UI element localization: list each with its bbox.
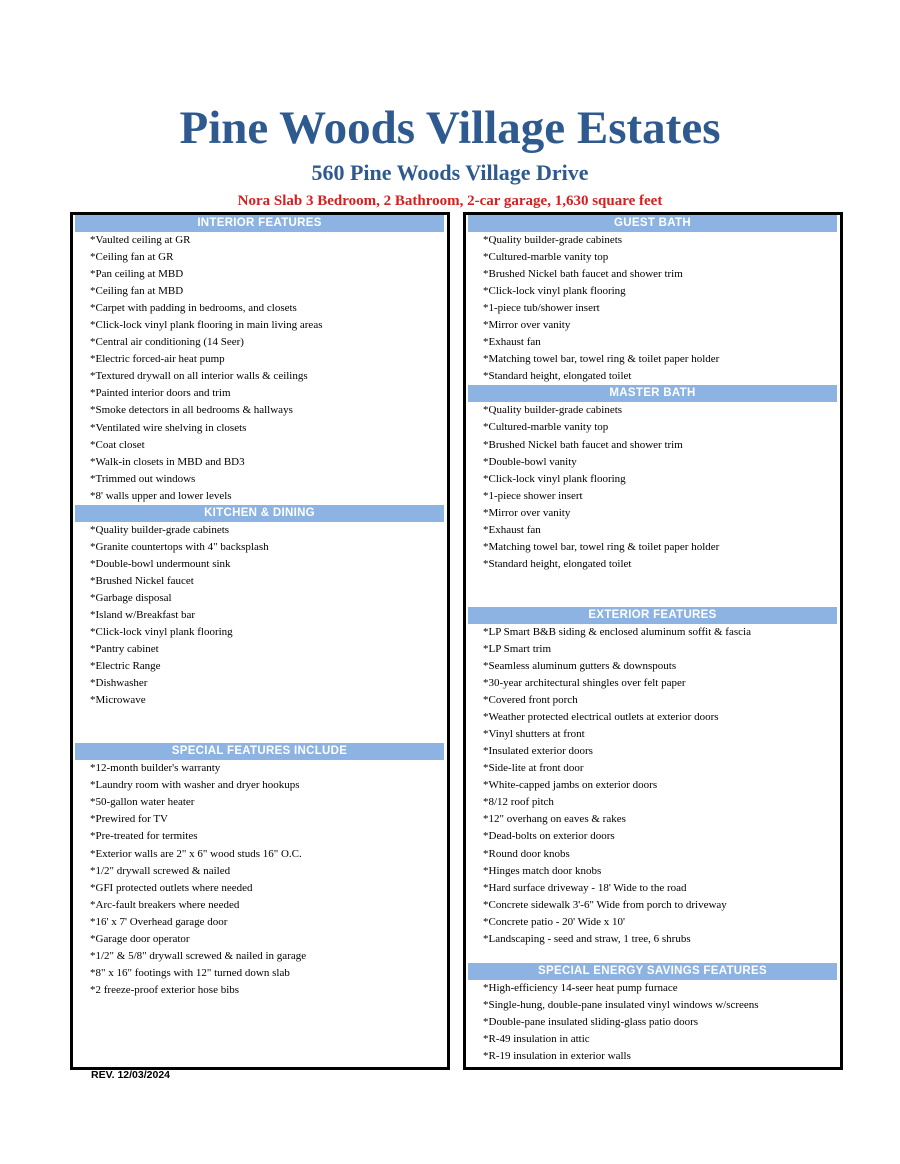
feature-item: *Pan ceiling at MBD: [90, 268, 184, 281]
feature-item: *Hinges match door knobs: [483, 864, 602, 877]
feature-item: *8/12 roof pitch: [483, 796, 554, 809]
feature-item: *Click-lock vinyl plank flooring in main living areas: [90, 319, 323, 332]
feature-item: *Seamless aluminum gutters & downspouts: [483, 659, 677, 672]
feature-item: *Cultured-marble vanity top: [483, 251, 609, 264]
feature-item: *Mirror over vanity: [483, 319, 571, 332]
spacer: [466, 573, 840, 607]
feature-item: *Ventilated wire shelving in closets: [90, 421, 247, 434]
feature-item: *Brushed Nickel bath faucet and shower trim: [483, 268, 683, 281]
feature-item: *Central air conditioning (14 Seer): [90, 336, 244, 349]
feature-item: *Electric forced-air heat pump: [90, 353, 225, 366]
feature-item: *Vinyl shutters at front: [483, 728, 585, 741]
feature-item: *Microwave: [90, 694, 146, 707]
feature-item: *Brushed Nickel faucet: [90, 574, 194, 587]
master-bath-header: MASTER BATH: [468, 385, 837, 402]
feature-item: *12-month builder's warranty: [90, 762, 221, 775]
feature-item: *Standard height, elongated toilet: [483, 557, 632, 570]
feature-item: *Electric Range: [90, 660, 161, 673]
special-features-header: SPECIAL FEATURES INCLUDE: [75, 743, 444, 760]
feature-item: *Mirror over vanity: [483, 506, 571, 519]
feature-item: *Exhaust fan: [483, 523, 541, 536]
feature-item: *50-gallon water heater: [90, 796, 195, 809]
feature-item: *Coat closet: [90, 438, 145, 451]
spacer: [466, 948, 840, 963]
interior-features-list: [73, 232, 447, 505]
feature-item: *Matching towel bar, towel ring & toilet paper holder: [483, 353, 720, 366]
feature-item: *1-piece shower insert: [483, 489, 583, 502]
revision-date: REV. 12/03/2024: [91, 1069, 171, 1081]
feature-item: *Double-bowl vanity: [483, 455, 577, 468]
feature-item: *Landscaping - seed and straw, 1 tree, 6 shrubs: [483, 932, 691, 945]
feature-item: *Smoke detectors in all bedrooms & hallways: [90, 404, 293, 417]
exterior-features-list: [466, 624, 840, 948]
feature-item: *Quality builder-grade cabinets: [90, 523, 230, 536]
feature-item: *2 freeze-proof exterior hose bibs: [90, 983, 240, 996]
feature-item: *Dishwasher: [90, 677, 148, 690]
feature-item: *Cultured-marble vanity top: [483, 421, 609, 434]
feature-item: *Vaulted ceiling at GR: [90, 234, 191, 246]
feature-item: *Trimmed out windows: [90, 472, 196, 485]
feature-item: *Round door knobs: [483, 847, 570, 860]
feature-item: *Dead-bolts on exterior doors: [483, 830, 615, 843]
feature-item: *Prewired for TV: [90, 813, 168, 826]
feature-item: *Single-hung, double-pane insulated vinyl windows w/screens: [483, 998, 759, 1011]
feature-item: *Pre-treated for termites: [90, 830, 198, 843]
kitchen-dining-list: [73, 522, 447, 710]
feature-item: *Exterior walls are 2" x 6" wood studs 16" O.C.: [90, 847, 302, 860]
feature-item: *Ceiling fan at GR: [90, 251, 174, 264]
energy-features-header: SPECIAL ENERGY SAVINGS FEATURES: [468, 963, 837, 980]
feature-item: *Painted interior doors and trim: [90, 387, 231, 400]
feature-item: *GFI protected outlets where needed: [90, 881, 253, 894]
guest-bath-header: GUEST BATH: [468, 215, 837, 232]
feature-item: *Textured drywall on all interior walls & ceilings: [90, 370, 308, 383]
feature-item: *Ceiling fan at MBD: [90, 285, 184, 298]
special-features-list: [73, 760, 447, 999]
feature-item: *Standard height, elongated toilet: [483, 370, 632, 383]
feature-item: *Arc-fault breakers where needed: [90, 898, 240, 911]
feature-item: *R-49 insulation in attic: [483, 1032, 590, 1045]
left-column: [70, 212, 450, 1070]
feature-item: *Matching towel bar, towel ring & toilet paper holder: [483, 540, 720, 553]
feature-item: *Exhaust fan: [483, 336, 541, 349]
feature-item: *Laundry room with washer and dryer hookups: [90, 779, 300, 792]
feature-item: *Garage door operator: [90, 932, 190, 945]
feature-item: *Concrete sidewalk 3'-6" Wide from porch to driveway: [483, 898, 727, 911]
feature-item: *Click-lock vinyl plank flooring: [483, 472, 626, 485]
feature-item: *30-year architectural shingles over felt paper: [483, 677, 686, 690]
feature-item: *High-efficiency 14-seer heat pump furnace: [483, 981, 678, 994]
feature-item: *Weather protected electrical outlets at exterior doors: [483, 711, 719, 724]
kitchen-dining-header: KITCHEN & DINING: [75, 505, 444, 522]
feature-item: *Carpet with padding in bedrooms, and closets: [90, 302, 297, 315]
interior-features-header: INTERIOR FEATURES: [75, 215, 444, 232]
feature-item: *Covered front porch: [483, 694, 578, 707]
feature-item: *LP Smart B&B siding & enclosed aluminum soffit & fascia: [483, 625, 751, 638]
feature-item: *12" overhang on eaves & rakes: [483, 813, 626, 826]
feature-item: *Side-lite at front door: [483, 762, 584, 775]
feature-item: *Walk-in closets in MBD and BD3: [90, 455, 245, 468]
feature-item: *Click-lock vinyl plank flooring: [483, 285, 626, 298]
feature-item: *Pantry cabinet: [90, 643, 159, 656]
feature-item: *Garbage disposal: [90, 591, 172, 604]
page-title: Pine Woods Village Estates: [179, 102, 721, 154]
feature-item: *LP Smart trim: [483, 642, 552, 655]
feature-item: *Double-bowl undermount sink: [90, 557, 231, 570]
feature-item: *Insulated exterior doors: [483, 745, 593, 758]
feature-item: *Granite countertops with 4" backsplash: [90, 540, 269, 553]
master-bath-list: [466, 402, 840, 572]
feature-item: *Brushed Nickel bath faucet and shower trim: [483, 438, 683, 451]
feature-item: *Click-lock vinyl plank flooring: [90, 626, 233, 639]
exterior-features-header: EXTERIOR FEATURES: [468, 607, 837, 624]
address: 560 Pine Woods Village Drive: [311, 160, 589, 185]
guest-bath-list: [466, 232, 840, 385]
feature-item: *8' walls upper and lower levels: [90, 489, 232, 502]
home-specs: Nora Slab 3 Bedroom, 2 Bathroom, 2-car garage, 1,630 square feet: [237, 193, 663, 209]
feature-item: *16' x 7' Overhead garage door: [90, 915, 228, 928]
right-column: [463, 212, 843, 1070]
feature-item: *Island w/Breakfast bar: [90, 608, 196, 621]
feature-item: *Double-pane insulated sliding-glass patio doors: [483, 1015, 699, 1028]
feature-item: *Concrete patio - 20' Wide x 10': [483, 915, 626, 928]
feature-item: *Hard surface driveway - 18' Wide to the road: [483, 881, 687, 894]
feature-item: *Quality builder-grade cabinets: [483, 404, 623, 417]
feature-item: *Quality builder-grade cabinets: [483, 234, 623, 246]
feature-item: *R-19 insulation in exterior walls: [483, 1049, 631, 1062]
spacer: [73, 709, 447, 743]
feature-item: *8" x 16" footings with 12" turned down slab: [90, 966, 290, 979]
energy-features-list: [466, 980, 840, 1065]
feature-item: *White-capped jambs on exterior doors: [483, 779, 658, 792]
feature-item: *1-piece tub/shower insert: [483, 302, 600, 315]
feature-item: *1/2" & 5/8" drywall screwed & nailed in garage: [90, 949, 307, 962]
feature-item: *1/2" drywall screwed & nailed: [90, 864, 231, 877]
